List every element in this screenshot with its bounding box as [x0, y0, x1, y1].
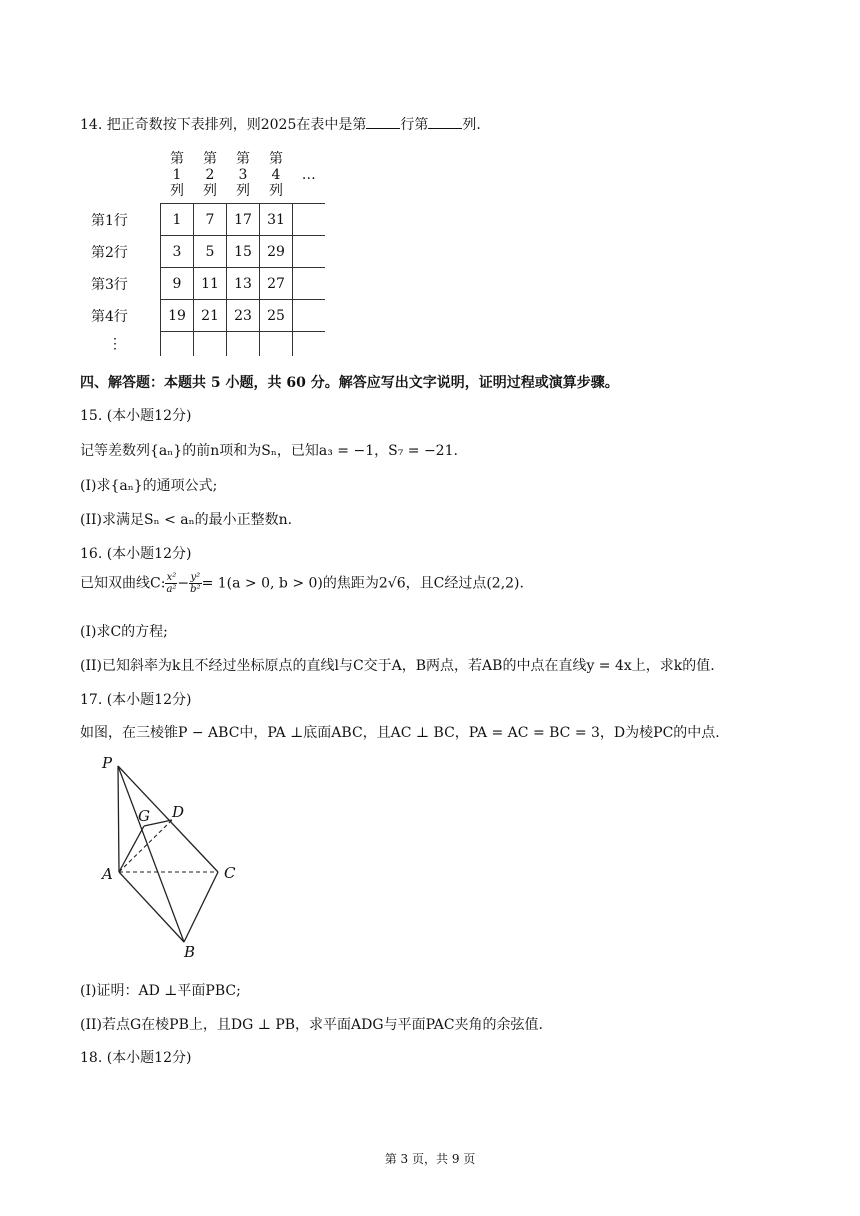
table-cell-empty [293, 204, 326, 236]
answer-blank-row[interactable] [366, 116, 400, 129]
label-P: P [102, 754, 113, 772]
label-B: B [184, 943, 196, 961]
edge-AB [119, 872, 184, 942]
q14-suffix: 列. [462, 117, 481, 133]
col-header-4: 第 4 列 [269, 151, 283, 199]
label-G: G [138, 807, 150, 825]
section-heading: 四、解答题：本题共 5 小题，共 60 分。解答应写出文字说明，证明过程或演算步骤。 [80, 375, 619, 391]
table-cell: 27 [260, 268, 293, 300]
table-cell-empty [161, 332, 194, 357]
q16-part1: (I)求C的方程; [80, 624, 168, 640]
q15-part1: (I)求{aₙ}的通项公式; [80, 478, 218, 494]
table-cell: 3 [161, 236, 194, 268]
col-header-ellipsis: … [301, 167, 316, 183]
row-label: 第4行 [91, 308, 128, 325]
table-cell-empty [293, 300, 326, 332]
table-cell-empty [293, 268, 326, 300]
answer-blank-col[interactable] [428, 116, 462, 129]
q17-title: 17. (本小题12分) [80, 692, 192, 708]
page-footer: 第 3 页，共 9 页 [384, 1152, 476, 1166]
table-cell: 9 [161, 268, 194, 300]
col-header-1: 第 1 列 [170, 151, 184, 199]
q16-stem-post: = 1(a > 0, b > 0)的焦距为2√6，且C经过点(2,2). [201, 575, 524, 592]
table-cell-empty [227, 332, 260, 357]
table-cell: 13 [227, 268, 260, 300]
table-cell: 11 [194, 268, 227, 300]
table-cell: 17 [227, 204, 260, 236]
q18-title: 18. (本小题12分) [80, 1050, 192, 1066]
q17-part2: (II)若点G在棱PB上，且DG ⊥ PB，求平面ADG与平面PAC夹角的余弦值. [80, 1017, 543, 1033]
q16-stem-pre: 已知双曲线C: [80, 575, 166, 592]
table-row [90, 300, 325, 332]
table-cell: 29 [260, 236, 293, 268]
table-cell: 31 [260, 204, 293, 236]
q14-year: 2025 [260, 117, 297, 133]
q14-middle1: 在表中是第 [296, 117, 367, 133]
table-cell: 19 [161, 300, 194, 332]
q16-stem [80, 572, 524, 595]
label-D: D [172, 803, 185, 821]
q14-middle2: 行第 [400, 117, 429, 133]
fraction-x2-a2: $\frac{\text{x²}}{\text{a²}}$ [166, 572, 177, 595]
q15-part2: (II)求满足Sₙ < aₙ的最小正整数n. [80, 512, 293, 528]
row-label: 第1行 [91, 212, 128, 229]
edge-PB [118, 766, 184, 942]
table-row [90, 268, 325, 300]
table-cell-empty [260, 332, 293, 357]
label-C: C [224, 864, 236, 882]
table-cell: 1 [161, 204, 194, 236]
fraction-y2-b2: $\frac{\text{y²}}{\text{b²}}$ [190, 572, 201, 595]
minus-sign: − [177, 575, 190, 592]
table-cell: 25 [260, 300, 293, 332]
row-ellipsis: ⋮ [108, 335, 122, 352]
row-label: 第2行 [91, 244, 128, 261]
q16-part2: (II)已知斜率为k且不经过坐标原点的直线l与C交于A，B两点，若AB的中点在直线y = 4x上，求k的值. [80, 658, 715, 674]
q15-stem: 记等差数列{aₙ}的前n项和为Sₙ，已知a₃ = −1，S₇ = −21. [80, 443, 458, 459]
table-cell: 21 [194, 300, 227, 332]
label-A: A [102, 865, 113, 883]
table-cell: 23 [227, 300, 260, 332]
segment-AD-hidden [119, 820, 172, 872]
edge-PA [118, 766, 119, 872]
table-row-ellipsis [90, 332, 325, 357]
q14-prefix: 14. 把正奇数按下表排列，则 [80, 117, 261, 133]
table-cell-empty [293, 236, 326, 268]
segment-AG [119, 826, 144, 872]
pyramid-figure [96, 754, 256, 968]
col-header-2: 第 2 列 [203, 151, 217, 199]
table-cell: 15 [227, 236, 260, 268]
odd-number-table [90, 150, 325, 356]
q14-text [80, 114, 481, 134]
q17-part1: (I)证明：AD ⊥平面PBC; [80, 983, 241, 999]
edge-BC [184, 872, 218, 942]
table-cell: 5 [194, 236, 227, 268]
q15-title: 15. (本小题12分) [80, 408, 192, 424]
table-row [90, 204, 325, 236]
row-label: 第3行 [91, 276, 128, 293]
q16-title: 16. (本小题12分) [80, 546, 192, 562]
table-cell: 7 [194, 204, 227, 236]
q17-stem: 如图，在三棱锥P − ABC中，PA ⊥底面ABC，且AC ⊥ BC，PA = AC = BC = 3，D为棱PC的中点. [80, 725, 720, 741]
col-header-3: 第 3 列 [236, 151, 250, 199]
pyramid-diagram [96, 754, 256, 964]
edge-PC [118, 766, 218, 872]
table-row [90, 236, 325, 268]
table-cell-empty [194, 332, 227, 357]
